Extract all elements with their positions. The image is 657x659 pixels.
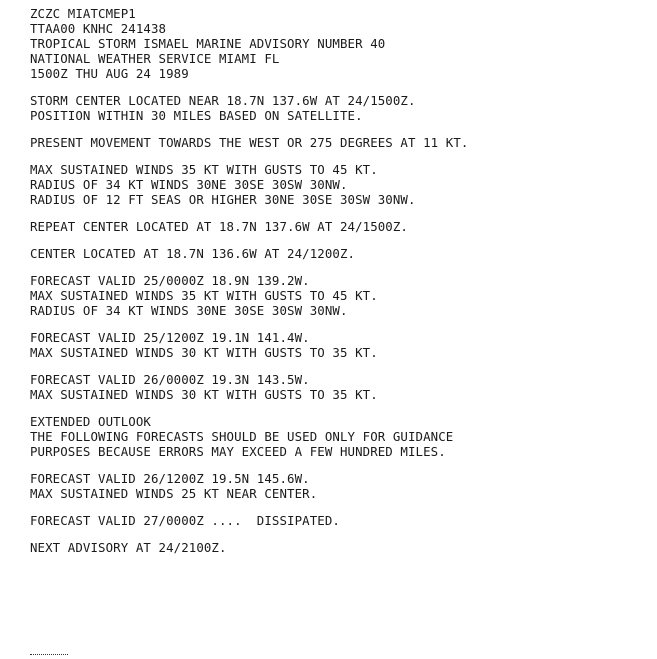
paragraph-gap — [30, 150, 650, 162]
text-line: MAX SUSTAINED WINDS 30 KT WITH GUSTS TO 35 KT. — [30, 345, 378, 360]
text-line: EXTENDED OUTLOOK — [30, 414, 151, 429]
forecast-27-0000-paragraph — [30, 513, 650, 528]
text-line: PRESENT MOVEMENT TOWARDS THE WEST OR 275 DEGREES AT 11 KT. — [30, 135, 469, 150]
text-line: MAX SUSTAINED WINDS 35 KT WITH GUSTS TO 45 KT. — [30, 288, 378, 303]
advisory-document — [30, 6, 650, 555]
paragraph-gap — [30, 459, 650, 471]
forecast-25-1200-paragraph — [30, 330, 650, 360]
header-line: TROPICAL STORM ISMAEL MARINE ADVISORY NUMBER 40 — [30, 36, 386, 51]
text-line: STORM CENTER LOCATED NEAR 18.7N 137.6W AT 24/1500Z. — [30, 93, 416, 108]
text-line: FORECAST VALID 26/1200Z 19.5N 145.6W. — [30, 471, 310, 486]
next-advisory-paragraph — [30, 540, 650, 555]
end-of-message-mark — [30, 654, 68, 659]
extended-outlook-paragraph — [30, 414, 650, 459]
text-line: FORECAST VALID 25/1200Z 19.1N 141.4W. — [30, 330, 310, 345]
text-line: THE FOLLOWING FORECASTS SHOULD BE USED ONLY FOR GUIDANCE — [30, 429, 454, 444]
paragraph-gap — [30, 402, 650, 414]
text-line: RADIUS OF 12 FT SEAS OR HIGHER 30NE 30SE 30SW 30NW. — [30, 192, 416, 207]
text-line: FORECAST VALID 27/0000Z .... DISSIPATED. — [30, 513, 340, 528]
text-line: NEXT ADVISORY AT 24/2100Z. — [30, 540, 227, 555]
paragraph-gap — [30, 360, 650, 372]
text-line: RADIUS OF 34 KT WINDS 30NE 30SE 30SW 30NW. — [30, 177, 348, 192]
header-line: 1500Z THU AUG 24 1989 — [30, 66, 189, 81]
text-line: POSITION WITHIN 30 MILES BASED ON SATELLITE. — [30, 108, 363, 123]
forecast-25-0000-paragraph — [30, 273, 650, 318]
forecast-26-0000-paragraph — [30, 372, 650, 402]
text-line: CENTER LOCATED AT 18.7N 136.6W AT 24/1200Z. — [30, 246, 356, 261]
winds-paragraph — [30, 162, 650, 207]
text-line: PURPOSES BECAUSE ERRORS MAY EXCEED A FEW HUNDRED MILES. — [30, 444, 446, 459]
header-line: NATIONAL WEATHER SERVICE MIAMI FL — [30, 51, 280, 66]
text-line: MAX SUSTAINED WINDS 25 KT NEAR CENTER. — [30, 486, 318, 501]
text-line: RADIUS OF 34 KT WINDS 30NE 30SE 30SW 30NW. — [30, 303, 348, 318]
paragraph-gap — [30, 207, 650, 219]
paragraph-gap — [30, 81, 650, 93]
paragraph-gap — [30, 123, 650, 135]
text-line: FORECAST VALID 25/0000Z 18.9N 139.2W. — [30, 273, 310, 288]
advisory-header — [30, 6, 650, 81]
forecast-26-1200-paragraph — [30, 471, 650, 501]
header-line: TTAA00 KNHC 241438 — [30, 21, 167, 36]
paragraph-gap — [30, 261, 650, 273]
text-line: FORECAST VALID 26/0000Z 19.3N 143.5W. — [30, 372, 310, 387]
present-movement-paragraph — [30, 135, 650, 150]
paragraph-gap — [30, 234, 650, 246]
center-1200-paragraph — [30, 246, 650, 261]
paragraph-gap — [30, 501, 650, 513]
text-line: MAX SUSTAINED WINDS 35 KT WITH GUSTS TO 45 KT. — [30, 162, 378, 177]
text-line: REPEAT CENTER LOCATED AT 18.7N 137.6W AT 24/1500Z. — [30, 219, 408, 234]
paragraph-gap — [30, 528, 650, 540]
paragraph-gap — [30, 318, 650, 330]
repeat-center-paragraph — [30, 219, 650, 234]
text-line: MAX SUSTAINED WINDS 30 KT WITH GUSTS TO 35 KT. — [30, 387, 378, 402]
header-line: ZCZC MIATCMEP1 — [30, 6, 136, 21]
storm-center-paragraph — [30, 93, 650, 123]
